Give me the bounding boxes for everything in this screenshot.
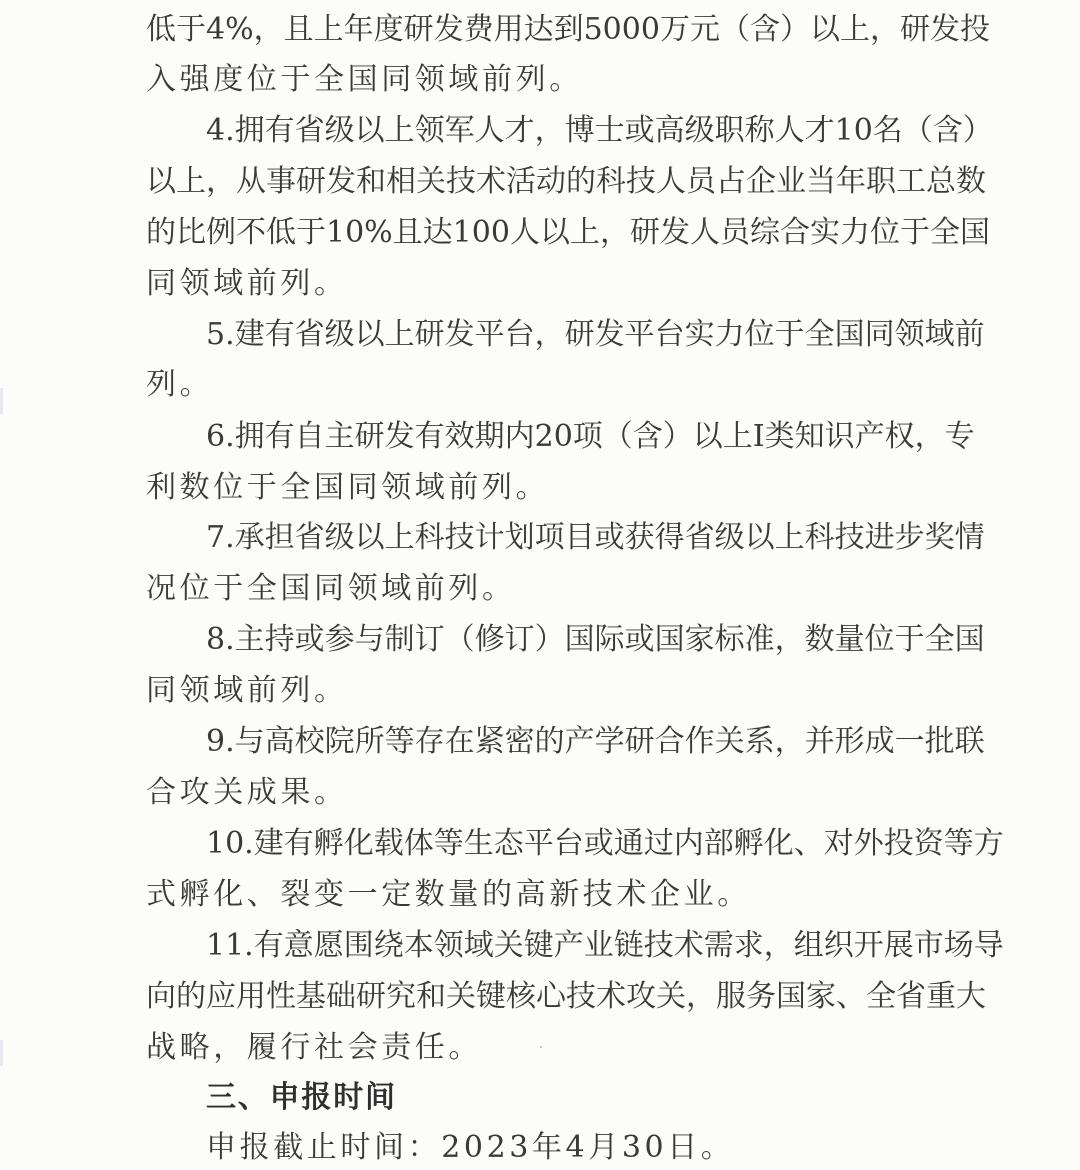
text-line: 4.拥有省级以上领军人才，博士或高级职称人才10名（含） — [206, 113, 993, 148]
text-line: 同领域前列。 — [146, 266, 348, 301]
text-line: 的比例不低于10%且达100人以上，研发人员综合实力位于全国 — [146, 215, 990, 250]
text-line: 式孵化、裂变一定数量的高新技术企业。 — [146, 877, 751, 912]
text-line: 利数位于全国同领域前列。 — [146, 470, 550, 505]
text-line: 向的应用性基础研究和关键核心技术攻关，服务国家、全省重大 — [146, 979, 986, 1014]
text-line: 列。 — [146, 367, 214, 402]
text-line: 以上，从事研发和相关技术活动的科技人员占企业当年职工总数 — [146, 164, 986, 199]
text-line: 同领域前列。 — [146, 673, 348, 708]
text-line: 7.承担省级以上科技计划项目或获得省级以上科技进步奖情 — [206, 520, 985, 555]
text-line: 5.建有省级以上研发平台，研发平台实力位于全国同领域前 — [206, 317, 985, 352]
text-line: 况位于全国同领域前列。 — [146, 571, 516, 606]
text-line: 合攻关成果。 — [146, 775, 348, 810]
scan-speck — [540, 1046, 542, 1048]
text-line: 8.主持或参与制订（修订）国际或国家标准，数量位于全国 — [206, 622, 985, 657]
text-line: 10.建有孵化载体等生态平台或通过内部孵化、对外投资等方 — [206, 826, 1004, 861]
text-line: 11.有意愿围绕本领域关键产业链技术需求，组织开展市场导 — [206, 928, 1004, 963]
text-line: 9.与高校院所等存在紧密的产学研合作关系，并形成一批联 — [206, 724, 985, 759]
scan-edge-mark — [0, 1040, 3, 1066]
deadline-text: 申报截止时间：2023年4月30日。 — [206, 1130, 735, 1165]
text-line: 战略，履行社会责任。 — [146, 1030, 482, 1065]
scan-edge-mark — [0, 388, 3, 414]
text-line: 6.拥有自主研发有效期内20项（含）以上Ⅰ类知识产权，专 — [206, 419, 975, 454]
text-line: 入强度位于全国同领域前列。 — [146, 62, 583, 97]
section-heading: 三、申报时间 — [206, 1080, 397, 1115]
text-line: 低于4%，且上年度研发费用达到5000万元（含）以上，研发投 — [146, 12, 990, 47]
